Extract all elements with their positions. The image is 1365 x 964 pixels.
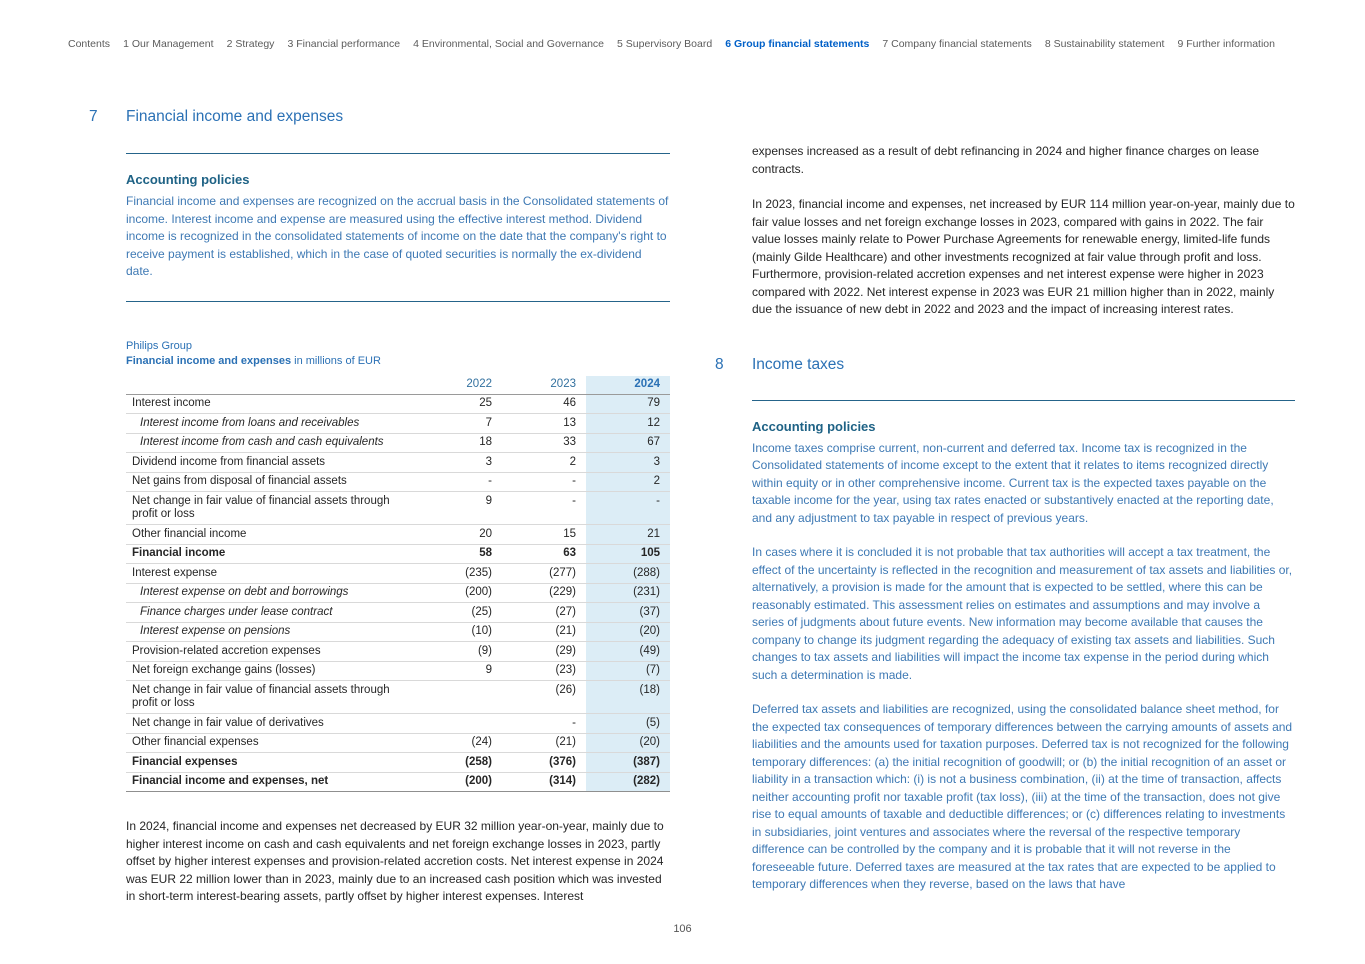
- table-group-label: Philips Group: [126, 339, 193, 352]
- row-label: Interest income from cash and cash equivalents: [126, 433, 418, 453]
- divider: [126, 153, 670, 154]
- row-value-2022: 9: [418, 492, 502, 525]
- row-value-2023: (29): [502, 642, 586, 662]
- row-value-2022: 25: [418, 394, 502, 414]
- nav-item[interactable]: 7 Company financial statements: [882, 38, 1032, 50]
- section8-title: Income taxes: [752, 355, 845, 373]
- divider: [752, 400, 1295, 401]
- table-title-unit: in millions of EUR: [291, 354, 381, 367]
- row-label: Interest expense on pensions: [126, 622, 418, 642]
- financial-table-block: [126, 340, 670, 793]
- table-title-bold: Financial income and expenses: [126, 354, 292, 367]
- table-row: [126, 414, 670, 434]
- row-value-2022: (24): [418, 733, 502, 753]
- row-value-2024: (49): [586, 642, 670, 662]
- row-value-2024: -: [586, 492, 670, 525]
- row-value-2024: (231): [586, 583, 670, 603]
- row-value-2022: (9): [418, 642, 502, 662]
- row-value-2023: (23): [502, 661, 586, 681]
- income-tax-policy-paragraph-2: In cases where it is concluded it is not probable that tax authorities will accept a tax treatment, the effect of the uncertainty is reflected in the recognition and measurement of tax assets and liabilities or, alternatively, a provision is made for the amount that is expected to be settled, where this can be reasonably estimated. This assessment relies on estimates and assumptions and may involve a series of judgments about future events. New information may become available that causes the company to change its judgment regarding the adequacy of existing tax assets and liabilities. Such changes to tax assets and liabilities will impact the income tax expense in the period during which such a determination is made.: [752, 545, 1293, 682]
- row-value-2024: (282): [586, 772, 670, 792]
- row-value-2023: -: [502, 714, 586, 734]
- income-tax-policy-paragraph-3: Deferred tax assets and liabilities are recognized, using the consolidated balance sheet method, for the expected tax consequences of temporary differences between the carrying amounts of assets and liabilities and the amounts used for taxation purposes. Deferred tax is not recognized for the following temporary differences: (a) the initial recognition of goodwill; or (b) the initial recognition of an asset or liability in a transaction which: (i) is not a business combination, (ii) at the time of transaction, affects neither accounting profit nor taxable profit (tax loss), (iii) at the time of the transaction, does not give rise to equal amounts of taxable and deductible differences; or (c) differences relating to investments in subsidiaries, joint ventures and associates where the reversal of the respective temporary difference can be controlled by the company and it is probable that it will not reverse in the foreseeable future. Deferred taxes are measured at the tax rates that are expected to be applied to temporary differences when they reverse, based on the laws that have: [752, 702, 1293, 891]
- row-value-2023: (376): [502, 753, 586, 773]
- top-navigation: [68, 38, 1275, 50]
- section7-title: Financial income and expenses: [126, 108, 344, 125]
- row-value-2024: 67: [586, 433, 670, 453]
- row-value-2022: [418, 714, 502, 734]
- row-value-2023: 2: [502, 453, 586, 473]
- row-label: Other financial expenses: [126, 733, 418, 753]
- table-row: [126, 433, 670, 453]
- row-value-2022: (258): [418, 753, 502, 773]
- row-value-2023: 46: [502, 394, 586, 414]
- table-row: [126, 622, 670, 642]
- row-value-2023: (21): [502, 733, 586, 753]
- section7-header: [89, 108, 670, 126]
- row-value-2022: (25): [418, 603, 502, 623]
- row-value-2024: 3: [586, 453, 670, 473]
- table-row: [126, 772, 670, 792]
- row-value-2022: -: [418, 472, 502, 492]
- table-row: [126, 472, 670, 492]
- table-row: [126, 453, 670, 473]
- section8-header: [715, 356, 1295, 374]
- table-row: [126, 681, 670, 714]
- row-value-2024: (20): [586, 733, 670, 753]
- table-row: [126, 603, 670, 623]
- row-value-2023: (277): [502, 564, 586, 584]
- row-value-2022: 58: [418, 544, 502, 564]
- row-value-2024: (37): [586, 603, 670, 623]
- row-value-2022: 18: [418, 433, 502, 453]
- row-value-2023: -: [502, 472, 586, 492]
- row-label: Financial income: [126, 544, 418, 564]
- accounting-policies-text: Financial income and expenses are recognized on the accrual basis in the Consolidated statements of income. Interest income and expense are measured using the effective interest method. Dividend income is recognized in the consolidated statements of income on the date that the company's right to receive payment is established, which in the case of quoted securities is normally the ex-dividend date.: [126, 194, 669, 278]
- row-value-2022: (10): [418, 622, 502, 642]
- nav-item[interactable]: 6 Group financial statements: [725, 38, 870, 50]
- section7-closing-paragraph: In 2024, financial income and expenses net decreased by EUR 32 million year-on-year, mainly due to higher interest income on cash and cash equivalents and net foreign exchange losses in 2023, partly offset by higher interest expenses and provision-related accretion costs. Net interest expense in 2024 was EUR 22 million lower than in 2023, mainly due to an increased cash position which was invested in short-term interest-bearing assets, partly offset by higher interest expenses. Interest: [126, 819, 664, 903]
- nav-item[interactable]: Contents: [68, 38, 111, 50]
- divider: [126, 301, 670, 302]
- row-label: Finance charges under lease contract: [126, 603, 418, 623]
- row-value-2023: (229): [502, 583, 586, 603]
- table-row: [126, 492, 670, 525]
- row-label: Interest income: [126, 394, 418, 414]
- page-number: 106: [673, 923, 692, 935]
- row-value-2024: 12: [586, 414, 670, 434]
- income-tax-policy-paragraph-1: Income taxes comprise current, non-current and deferred tax. Income tax is recognized in the Consolidated statements of income except to the extent that it relates to items recognized directly within equity or in other comprehensive income. Current tax is the expected taxes payable on the taxable income for the year, using tax rates enacted or substantively enacted at the reporting date, and any adjustment to tax payable in respect of previous years.: [752, 440, 1274, 525]
- accounting-policies-heading-8: Accounting policies: [752, 418, 876, 434]
- nav-item[interactable]: 9 Further information: [1177, 38, 1275, 50]
- table-row: [126, 544, 670, 564]
- row-value-2023: (21): [502, 622, 586, 642]
- row-value-2023: (27): [502, 603, 586, 623]
- row-value-2024: 79: [586, 394, 670, 414]
- nav-item[interactable]: 3 Financial performance: [287, 38, 401, 50]
- nav-item[interactable]: 1 Our Management: [123, 38, 214, 50]
- row-value-2022: 20: [418, 525, 502, 545]
- nav-item[interactable]: 8 Sustainability statement: [1044, 38, 1165, 50]
- header-2022: 2022: [418, 376, 502, 395]
- row-value-2023: 13: [502, 414, 586, 434]
- table-row: [126, 753, 670, 773]
- table-header-row: [126, 376, 670, 395]
- row-label: Net change in fair value of financial assets through profit or loss: [126, 492, 418, 525]
- section8-number: 8: [715, 355, 724, 373]
- row-label: Financial expenses: [126, 753, 418, 773]
- header-2024: 2024: [586, 376, 670, 395]
- row-value-2024: 105: [586, 544, 670, 564]
- row-value-2022: [418, 681, 502, 714]
- left-column: [89, 108, 670, 906]
- nav-item[interactable]: 4 Environmental, Social and Governance: [413, 38, 605, 50]
- table-row: [126, 661, 670, 681]
- row-value-2023: -: [502, 492, 586, 525]
- table-row: [126, 564, 670, 584]
- row-value-2024: (18): [586, 681, 670, 714]
- row-value-2024: (288): [586, 564, 670, 584]
- row-label: Interest expense: [126, 564, 418, 584]
- row-value-2024: 2: [586, 472, 670, 492]
- nav-item[interactable]: 2 Strategy: [226, 38, 275, 50]
- row-value-2023: 33: [502, 433, 586, 453]
- header-empty: [126, 376, 418, 395]
- row-value-2023: (314): [502, 772, 586, 792]
- table-row: [126, 642, 670, 662]
- row-value-2023: (26): [502, 681, 586, 714]
- row-label: Net change in fair value of financial assets through profit or loss: [126, 681, 418, 714]
- financial-table-body: [126, 394, 670, 792]
- table-row: [126, 525, 670, 545]
- row-value-2022: 9: [418, 661, 502, 681]
- accounting-policies-heading: Accounting policies: [126, 172, 250, 187]
- section7-number: 7: [89, 108, 98, 125]
- row-value-2024: 21: [586, 525, 670, 545]
- table-row: [126, 394, 670, 414]
- continuation-paragraph: expenses increased as a result of debt refinancing in 2024 and higher finance charges on lease contracts.: [752, 144, 1260, 176]
- header-2023: 2023: [502, 376, 586, 395]
- table-row: [126, 714, 670, 734]
- row-label: Provision-related accretion expenses: [126, 642, 418, 662]
- 2023-analysis-paragraph: In 2023, financial income and expenses, net increased by EUR 114 million year-on-year, mainly due to fair value losses and net foreign exchange losses in 2023, compared with gains in 2022. The fair value losses mainly relate to Power Purchase Agreements for renewable energy, limited-life funds (mainly Gilde Healthcare) and other investments recognized at fair value through profit and loss. Furthermore, provision-related accretion expenses and net interest expense were higher in 2023 compared with 2022. Net interest expense in 2023 was EUR 21 million higher than in 2022, mainly due the issuance of new debt in 2022 and 2023 and the impact of increasing interest rates.: [752, 197, 1295, 316]
- row-value-2024: (5): [586, 714, 670, 734]
- row-value-2024: (7): [586, 661, 670, 681]
- table-title: [126, 355, 670, 367]
- table-row: [126, 583, 670, 603]
- row-value-2022: (200): [418, 583, 502, 603]
- row-label: Interest income from loans and receivables: [126, 414, 418, 434]
- row-value-2023: 15: [502, 525, 586, 545]
- row-value-2024: (20): [586, 622, 670, 642]
- row-label: Net gains from disposal of financial assets: [126, 472, 418, 492]
- right-column: [715, 143, 1295, 894]
- row-value-2024: (387): [586, 753, 670, 773]
- row-value-2022: (200): [418, 772, 502, 792]
- row-label: Net foreign exchange gains (losses): [126, 661, 418, 681]
- row-value-2023: 63: [502, 544, 586, 564]
- row-label: Other financial income: [126, 525, 418, 545]
- nav-item[interactable]: 5 Supervisory Board: [617, 38, 713, 50]
- table-row: [126, 733, 670, 753]
- row-label: Net change in fair value of derivatives: [126, 714, 418, 734]
- row-label: Dividend income from financial assets: [126, 453, 418, 473]
- financial-income-expenses-table: [126, 376, 670, 793]
- row-label: Financial income and expenses, net: [126, 772, 418, 792]
- row-value-2022: 7: [418, 414, 502, 434]
- row-label: Interest expense on debt and borrowings: [126, 583, 418, 603]
- row-value-2022: (235): [418, 564, 502, 584]
- row-value-2022: 3: [418, 453, 502, 473]
